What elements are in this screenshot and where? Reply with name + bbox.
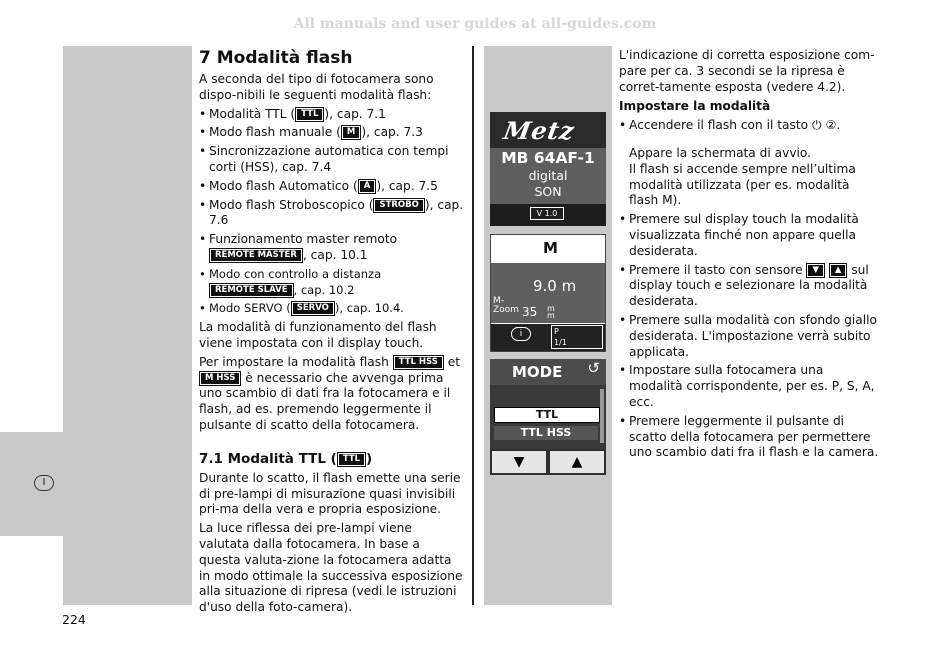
metz-logo: Metz — [501, 116, 578, 145]
section-title-ttl — [199, 450, 464, 468]
mode-title: MODE — [490, 359, 606, 385]
zoom-value: 35 — [522, 305, 538, 319]
watermark: All manuals and user guides at all-guides.com — [293, 16, 657, 32]
exposure-text: L'indicazione di corretta esposizione com-pare per ca. 3 secondi se la ripresa è corret-tamente esposta (vedere 4.2). — [619, 48, 875, 94]
mode-item-text: Modo flash Stroboscopico ( — [209, 197, 374, 212]
mode-item-text: Modo flash Automatico ( — [209, 178, 358, 193]
last-mode-note: Il flash si accende sempre nell’ultima modalità utilizzata (per es. modalità flash M). — [629, 161, 856, 208]
step-power-on — [619, 118, 879, 134]
mode-badge: M — [342, 126, 360, 139]
step-sensor-keys — [619, 263, 879, 310]
program-box[interactable] — [551, 325, 603, 349]
program-count: 1/1 — [554, 338, 567, 347]
metz-logo-panel — [490, 112, 606, 152]
column-divider — [472, 46, 474, 605]
ttl-paragraph-2: La luce riflessa dei pre-lampi viene valutata dalla fotocamera. In base a questa valuta-zione la fotocamera adatta in modo ottimale la successiva esposizione alla situazione di ripresa (vedi le istruzioni d'uso della foto-camera). — [199, 521, 463, 615]
return-icon[interactable]: ↺ — [587, 359, 600, 377]
mode-list-item — [199, 267, 464, 299]
mode-screen-body — [491, 263, 605, 323]
mode-badge: TTL — [296, 108, 323, 121]
model-line-son: SON — [534, 184, 562, 199]
step-shutter-press: • Premere leggermente il pulsante di scatto della fotocamera per permettere uno scambio dati fra il flash e la camera. — [619, 414, 879, 461]
mode-item-text: Modalità TTL ( — [209, 106, 296, 121]
step-power-on-text: Accendere il flash con il tasto ⏻ ②. — [629, 118, 841, 133]
section-title-pre: 7.1 Modalità TTL ( — [199, 450, 337, 467]
right-column — [619, 48, 879, 464]
mode-list-item — [199, 144, 464, 176]
model-line-digital: digital — [528, 168, 568, 183]
mode-item-text: Modo con controllo a distanza — [209, 266, 382, 281]
mode-badge: A — [359, 180, 376, 193]
hss-text — [199, 355, 464, 434]
mode-list-item — [199, 198, 464, 230]
mode-item-text: Sincronizzazione automatica con tempi corti (HSS), cap. 7.4 — [209, 144, 449, 174]
mode-item-text: Funzionamento master remoto — [209, 232, 398, 247]
option-ttl-hss[interactable]: TTL HSS — [494, 426, 598, 440]
mode-item-suffix: ), cap. 10.4. — [334, 301, 404, 316]
option-ttl[interactable]: TTL — [494, 407, 600, 423]
down-arrow-button[interactable]: ▼ — [492, 451, 546, 473]
sensor-text-pre: Premere il tasto con sensore — [629, 262, 803, 277]
mode-badge: REMOTE MASTER — [210, 249, 302, 262]
left-margin-bar — [63, 46, 192, 605]
mode-item-suffix: ), cap. 7.5 — [376, 178, 438, 193]
hss-text-post: è necessario che avvenga prima uno scambio di dati fra la fotocamera e il flash, ad es. premendo leggermente il pulsante di scatto della fotocamera. — [199, 370, 451, 432]
language-indicator: I — [34, 475, 54, 491]
mode-badge: REMOTE SLAVE — [210, 284, 293, 297]
up-key-icon: ▲ — [830, 264, 847, 277]
zoom-unit: m m — [547, 304, 555, 320]
mode-list — [199, 107, 464, 318]
mode-badge: SERVO — [292, 302, 334, 315]
mode-item-suffix: ), cap. 7.3 — [361, 125, 423, 140]
mode-select-screen — [490, 359, 606, 475]
display-touch-text: La modalità di funzionamento del flash viene impostata con il display touch. — [199, 320, 437, 350]
distance-readout: 9.0 m — [533, 277, 577, 295]
startup-note: Appare la schermata di avvio. — [629, 145, 812, 160]
mode-list-item — [199, 125, 464, 141]
ttl-hss-badge: TTL HSS — [394, 356, 443, 369]
page-number: 224 — [62, 612, 86, 627]
down-key-icon: ▼ — [807, 264, 824, 277]
mode-list-item — [199, 179, 464, 195]
version-box: V 1.0 — [530, 207, 564, 220]
hss-text-mid: et — [447, 354, 461, 369]
step-select-yellow: • Premere sulla modalità con sfondo giallo desiderata. L'impostazione verrà subito applicata. — [619, 313, 879, 360]
mode-list-item — [199, 107, 464, 123]
scrollbar[interactable] — [600, 389, 604, 443]
startup-screen — [490, 148, 606, 226]
mode-letter[interactable]: M — [491, 235, 605, 261]
main-column — [199, 48, 464, 619]
m-hss-badge: M HSS — [200, 372, 240, 385]
program-label: P — [554, 327, 559, 336]
ttl-paragraph-1: Durante lo scatto, il flash emette una serie di pre-lampi di misurazione quasi invisibili pri-ma della vera e propria esposizione. — [199, 470, 461, 517]
model-name: MB 64AF-1 — [501, 149, 595, 167]
section-title-post: ) — [366, 450, 373, 467]
step-camera-mode: • Impostare sulla fotocamera una modalità corrispondente, per es. P, S, A, ecc. — [619, 363, 879, 410]
info-icon[interactable]: i — [511, 327, 531, 341]
mode-item-suffix: ), cap. 7.1 — [324, 106, 386, 121]
mode-screen — [490, 234, 606, 352]
mode-list-item — [199, 301, 464, 317]
intro-text: A seconda del tipo di fotocamera sono dispo-nibili le seguenti modalità flash: — [199, 72, 434, 102]
mode-item-text: Modo SERVO ( — [209, 301, 291, 316]
mode-item-suffix: ), cap. 7.6 — [209, 197, 464, 228]
up-arrow-button[interactable]: ▲ — [550, 451, 604, 473]
sensor-text-post: sul display touch e selezionare la modalità desiderata. — [629, 262, 869, 309]
ttl-badge: TTL — [338, 453, 365, 466]
mode-item-suffix: , cap. 10.1 — [302, 247, 368, 262]
mode-item-text: Modo flash manuale ( — [209, 125, 341, 140]
mzoom-label: M- Zoom — [493, 296, 519, 315]
mode-list-item — [199, 232, 464, 264]
mode-badge: STROBO — [374, 199, 423, 212]
hss-text-pre: Per impostare la modalità flash — [199, 354, 389, 369]
mode-item-suffix: , cap. 10.2 — [293, 282, 355, 297]
step-touch-mode: • Premere sul display touch la modalità visualizzata finché non appare quella desiderata. — [619, 212, 879, 259]
page-title: 7 Modalità flash — [199, 48, 353, 68]
arrow-bar — [490, 449, 606, 475]
subheading-set-mode: Impostare la modalità — [619, 99, 771, 114]
